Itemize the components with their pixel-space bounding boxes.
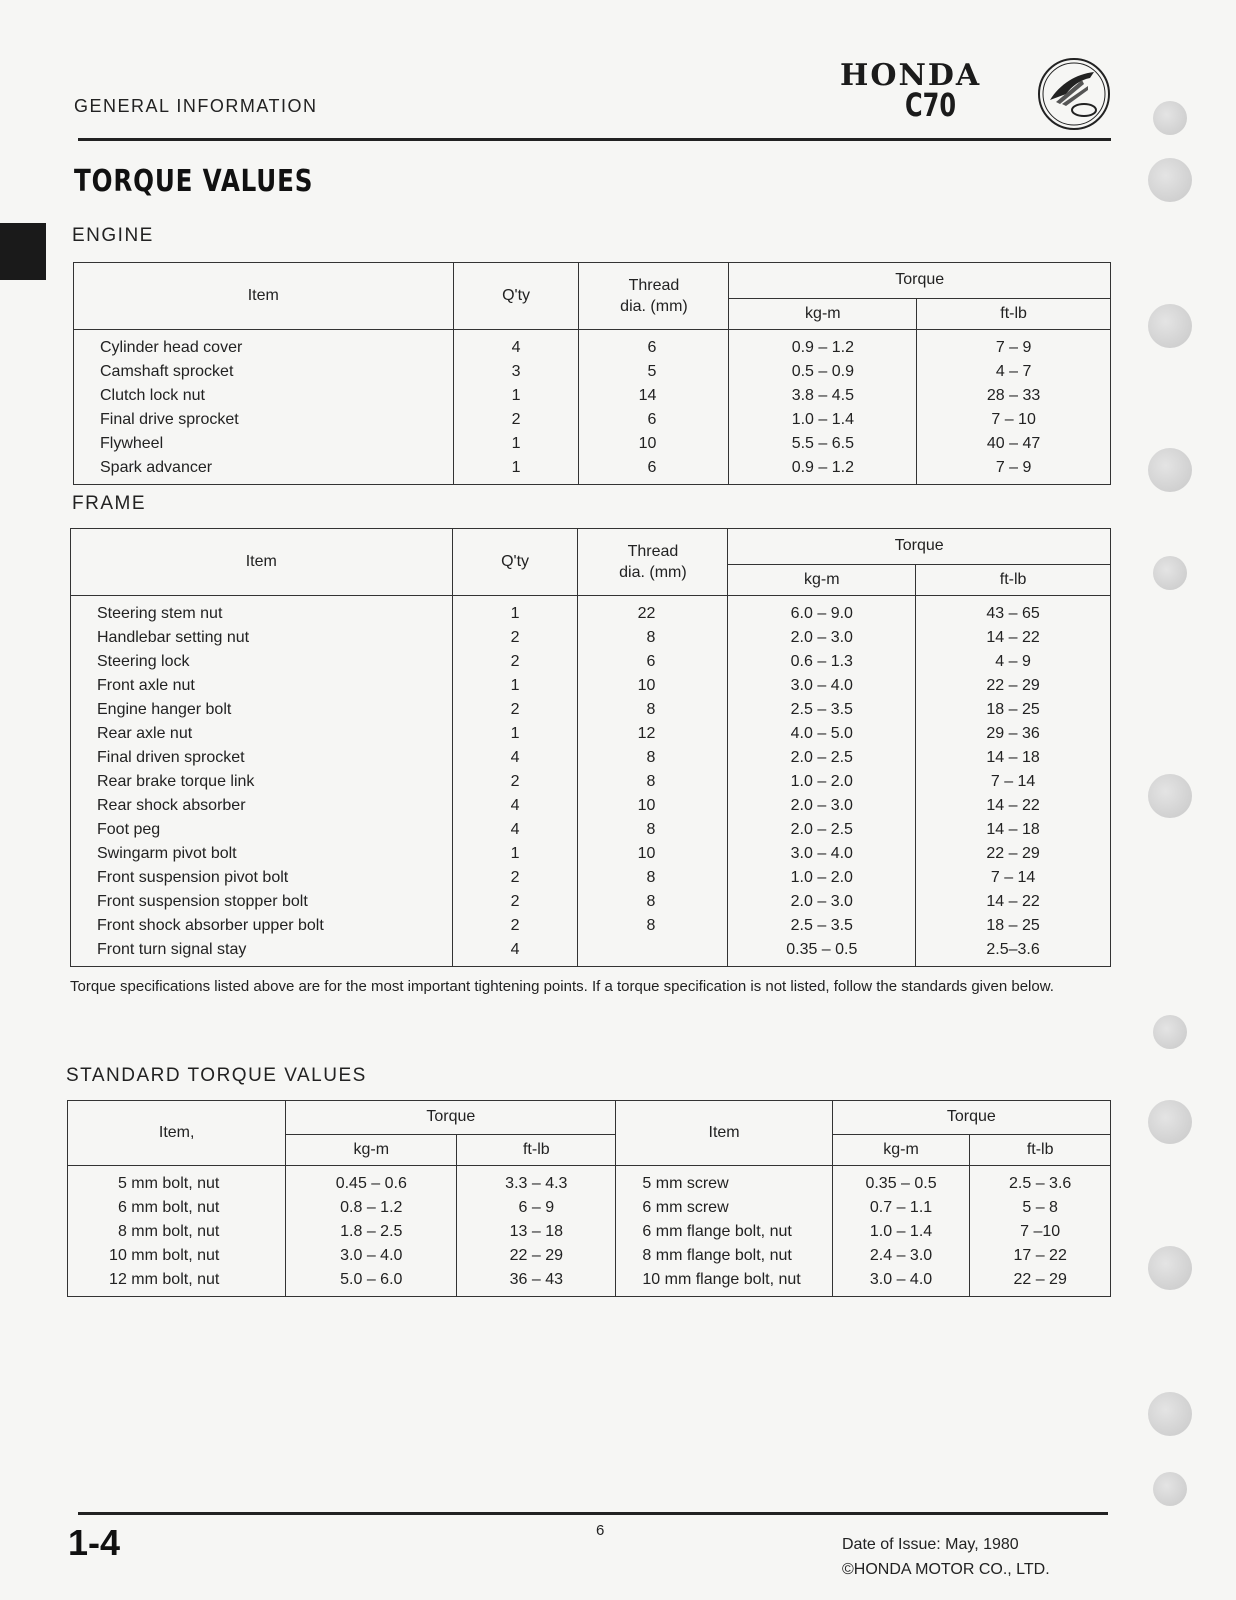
table-row: [71, 890, 1111, 914]
cell-thread: 12: [578, 722, 728, 746]
standard-heading: STANDARD TORQUE VALUES: [66, 1065, 367, 1086]
binder-hole-10: [1148, 1392, 1192, 1436]
binder-hole-11: [1153, 1472, 1187, 1506]
col-torque: Torque: [729, 263, 1111, 299]
cell-item: Steering stem nut: [71, 596, 453, 627]
cell-ftlb: 17 – 22: [970, 1244, 1111, 1268]
cell-ftlb: 6 – 9: [457, 1196, 616, 1220]
cell-item: 12 mm bolt, nut: [68, 1268, 286, 1297]
cell-qty: 1: [452, 674, 578, 698]
cell-qty: 1: [452, 596, 578, 627]
cell-kgm: 3.0 – 4.0: [728, 842, 916, 866]
cell-kgm: 2.5 – 3.5: [728, 698, 916, 722]
cell-item: 6 mm bolt, nut: [68, 1196, 286, 1220]
cell-ftlb: 22 – 29: [970, 1268, 1111, 1297]
binder-hole-2: [1148, 158, 1192, 202]
cell-thread: 6: [578, 650, 728, 674]
cell-kgm: 1.0 – 2.0: [728, 866, 916, 890]
cell-thread: 6: [579, 330, 729, 361]
cell-kgm: 2.0 – 3.0: [728, 626, 916, 650]
table-row: [74, 456, 1111, 485]
col-ftlb: ft-lb: [916, 564, 1111, 595]
cell-kgm: 0.35 – 0.5: [728, 938, 916, 967]
cell-qty: 2: [452, 698, 578, 722]
cell-kgm: 1.0 – 2.0: [728, 770, 916, 794]
cell-kgm: 0.6 – 1.3: [728, 650, 916, 674]
cell-item: Engine hanger bolt: [71, 698, 453, 722]
model-name: C70: [905, 86, 957, 124]
cell-thread: 8: [578, 890, 728, 914]
col-qty: Q'ty: [453, 263, 579, 330]
col-ftlb-right: ft-lb: [970, 1134, 1111, 1165]
cell-qty: 1: [452, 842, 578, 866]
table-row: [71, 674, 1111, 698]
cell-kgm: 5.0 – 6.0: [286, 1268, 457, 1297]
cell-qty: 4: [452, 746, 578, 770]
cell-item: 8 mm bolt, nut: [68, 1220, 286, 1244]
footer-rule: [78, 1512, 1108, 1515]
cell-item: 8 mm flange bolt, nut: [616, 1244, 832, 1268]
cell-thread: 8: [578, 770, 728, 794]
col-kgm-left: kg-m: [286, 1134, 457, 1165]
cell-item: Handlebar setting nut: [71, 626, 453, 650]
cell-thread: 10: [579, 432, 729, 456]
cell-kgm: 4.0 – 5.0: [728, 722, 916, 746]
col-thread: Thread dia. (mm): [578, 529, 728, 596]
brand-name: HONDA: [840, 58, 982, 93]
cell-ftlb: 36 – 43: [457, 1268, 616, 1297]
cell-item: Front shock absorber upper bolt: [71, 914, 453, 938]
cell-item: Final driven sprocket: [71, 746, 453, 770]
frame-torque-table: [70, 528, 1111, 967]
cell-kgm: 0.5 – 0.9: [729, 360, 917, 384]
cell-qty: 2: [452, 650, 578, 674]
cell-item: Front turn signal stay: [71, 938, 453, 967]
table-row: [74, 360, 1111, 384]
table-row: [74, 432, 1111, 456]
cell-item: Flywheel: [74, 432, 454, 456]
issue-date: Date of Issue: May, 1980: [842, 1536, 1019, 1553]
cell-qty: 1: [453, 456, 579, 485]
cell-item: Front axle nut: [71, 674, 453, 698]
cell-item: Front suspension stopper bolt: [71, 890, 453, 914]
cell-item: 5 mm bolt, nut: [68, 1166, 286, 1197]
col-kgm: kg-m: [729, 298, 917, 329]
cell-qty: 4: [452, 938, 578, 967]
issue-info: [842, 1532, 1050, 1582]
cell-ftlb: 14 – 18: [916, 818, 1111, 842]
cell-qty: 2: [452, 914, 578, 938]
table-row: [71, 866, 1111, 890]
cell-kgm: 3.0 – 4.0: [832, 1268, 970, 1297]
cell-qty: 3: [453, 360, 579, 384]
cell-qty: 2: [452, 890, 578, 914]
cell-thread: 5: [579, 360, 729, 384]
col-item-left: Item,: [68, 1101, 286, 1166]
cell-thread: [578, 938, 728, 967]
col-torque: Torque: [728, 529, 1111, 565]
binder-hole-6: [1148, 774, 1192, 818]
cell-qty: 4: [453, 330, 579, 361]
page-title: TORQUE VALUES: [74, 164, 314, 199]
binder-hole-4: [1148, 448, 1192, 492]
cell-ftlb: 18 – 25: [916, 914, 1111, 938]
cell-ftlb: 7 – 10: [917, 408, 1111, 432]
cell-kgm: 1.0 – 1.4: [729, 408, 917, 432]
cell-ftlb: 7 – 14: [916, 770, 1111, 794]
cell-thread: 14: [579, 384, 729, 408]
table-row: [68, 1244, 1111, 1268]
cell-item: Camshaft sprocket: [74, 360, 454, 384]
col-torque-right: Torque: [832, 1101, 1110, 1135]
table-row: [71, 914, 1111, 938]
cell-kgm: 3.0 – 4.0: [728, 674, 916, 698]
cell-ftlb: 40 – 47: [917, 432, 1111, 456]
cell-qty: 2: [452, 626, 578, 650]
cell-thread: 6: [579, 456, 729, 485]
col-torque-left: Torque: [286, 1101, 616, 1135]
binder-hole-1: [1153, 101, 1187, 135]
cell-kgm: 3.8 – 4.5: [729, 384, 917, 408]
binder-hole-7: [1153, 1015, 1187, 1049]
cell-qty: 1: [453, 432, 579, 456]
cell-ftlb: 14 – 22: [916, 890, 1111, 914]
section-heading: GENERAL INFORMATION: [74, 96, 318, 116]
cell-kgm: 0.8 – 1.2: [286, 1196, 457, 1220]
col-thread: Thread dia. (mm): [579, 263, 729, 330]
cell-kgm: 2.0 – 3.0: [728, 890, 916, 914]
cell-ftlb: 7 – 9: [917, 456, 1111, 485]
cell-ftlb: 7 –10: [970, 1220, 1111, 1244]
table-row: [71, 770, 1111, 794]
cell-ftlb: 4 – 9: [916, 650, 1111, 674]
cell-thread: 8: [578, 866, 728, 890]
cell-thread: 8: [578, 746, 728, 770]
cell-ftlb: 22 – 29: [457, 1244, 616, 1268]
col-kgm-right: kg-m: [832, 1134, 970, 1165]
cell-kgm: 3.0 – 4.0: [286, 1244, 457, 1268]
table-row: [68, 1268, 1111, 1297]
cell-kgm: 2.5 – 3.5: [728, 914, 916, 938]
cell-ftlb: 18 – 25: [916, 698, 1111, 722]
table-row: [74, 408, 1111, 432]
cell-thread: 8: [578, 914, 728, 938]
cell-ftlb: 28 – 33: [917, 384, 1111, 408]
engine-heading: ENGINE: [72, 225, 154, 246]
cell-kgm: 2.0 – 2.5: [728, 818, 916, 842]
table-row: [71, 626, 1111, 650]
cell-thread: 10: [578, 794, 728, 818]
table-row: [71, 722, 1111, 746]
cell-ftlb: 43 – 65: [916, 596, 1111, 627]
cell-thread: 10: [578, 842, 728, 866]
torque-note: Torque specifications listed above are for the most important tightening points. If a torque specification is not listed, follow the standards given below.: [70, 978, 1054, 995]
table-row: [68, 1196, 1111, 1220]
table-row: [71, 650, 1111, 674]
col-item-right: Item: [616, 1101, 832, 1166]
cell-qty: 2: [452, 770, 578, 794]
cell-thread: 8: [578, 698, 728, 722]
cell-kgm: 0.45 – 0.6: [286, 1166, 457, 1197]
cell-item: 5 mm screw: [616, 1166, 832, 1197]
cell-ftlb: 4 – 7: [917, 360, 1111, 384]
copyright: ©HONDA MOTOR CO., LTD.: [842, 1561, 1050, 1578]
section-tab-marker: [0, 223, 46, 280]
center-number: 6: [596, 1522, 605, 1539]
cell-kgm: 2.0 – 3.0: [728, 794, 916, 818]
table-row: [74, 330, 1111, 361]
cell-item: 10 mm bolt, nut: [68, 1244, 286, 1268]
cell-kgm: 2.4 – 3.0: [832, 1244, 970, 1268]
cell-qty: 2: [453, 408, 579, 432]
cell-item: 10 mm flange bolt, nut: [616, 1268, 832, 1297]
cell-item: 6 mm flange bolt, nut: [616, 1220, 832, 1244]
cell-thread: 8: [578, 626, 728, 650]
cell-item: Spark advancer: [74, 456, 454, 485]
col-ftlb-left: ft-lb: [457, 1134, 616, 1165]
page-number: 1-4: [68, 1522, 121, 1563]
table-row: [68, 1220, 1111, 1244]
cell-ftlb: 22 – 29: [916, 674, 1111, 698]
cell-ftlb: 7 – 9: [917, 330, 1111, 361]
frame-heading: FRAME: [72, 493, 146, 514]
cell-kgm: 1.0 – 1.4: [832, 1220, 970, 1244]
cell-ftlb: 14 – 18: [916, 746, 1111, 770]
binder-hole-5: [1153, 556, 1187, 590]
cell-item: Steering lock: [71, 650, 453, 674]
cell-qty: 1: [452, 722, 578, 746]
cell-item: Rear shock absorber: [71, 794, 453, 818]
cell-item: Front suspension pivot bolt: [71, 866, 453, 890]
col-ftlb: ft-lb: [917, 298, 1111, 329]
cell-item: 6 mm screw: [616, 1196, 832, 1220]
col-kgm: kg-m: [728, 564, 916, 595]
cell-ftlb: 5 – 8: [970, 1196, 1111, 1220]
table-row: [71, 698, 1111, 722]
cell-kgm: 0.7 – 1.1: [832, 1196, 970, 1220]
header-rule: [78, 138, 1111, 141]
cell-ftlb: 2.5–3.6: [916, 938, 1111, 967]
binder-hole-8: [1148, 1100, 1192, 1144]
engine-torque-table: [73, 262, 1111, 485]
cell-ftlb: 3.3 – 4.3: [457, 1166, 616, 1197]
cell-ftlb: 14 – 22: [916, 626, 1111, 650]
table-row: [71, 818, 1111, 842]
binder-hole-9: [1148, 1246, 1192, 1290]
col-item: Item: [71, 529, 453, 596]
cell-thread: 8: [578, 818, 728, 842]
cell-item: Final drive sprocket: [74, 408, 454, 432]
table-row: [74, 384, 1111, 408]
table-row: [68, 1166, 1111, 1197]
cell-kgm: 2.0 – 2.5: [728, 746, 916, 770]
cell-qty: 2: [452, 866, 578, 890]
binder-hole-3: [1148, 304, 1192, 348]
cell-ftlb: 29 – 36: [916, 722, 1111, 746]
cell-thread: 6: [579, 408, 729, 432]
cell-ftlb: 14 – 22: [916, 794, 1111, 818]
cell-kgm: 0.9 – 1.2: [729, 330, 917, 361]
cell-thread: 22: [578, 596, 728, 627]
cell-ftlb: 2.5 – 3.6: [970, 1166, 1111, 1197]
cell-qty: 4: [452, 794, 578, 818]
table-row: [71, 938, 1111, 967]
col-qty: Q'ty: [452, 529, 578, 596]
cell-ftlb: 22 – 29: [916, 842, 1111, 866]
cell-item: Swingarm pivot bolt: [71, 842, 453, 866]
cell-kgm: 6.0 – 9.0: [728, 596, 916, 627]
table-row: [71, 596, 1111, 627]
cell-qty: 1: [453, 384, 579, 408]
honda-wing-logo-icon: [1036, 56, 1112, 132]
standard-torque-table: [67, 1100, 1111, 1297]
cell-kgm: 0.9 – 1.2: [729, 456, 917, 485]
cell-kgm: 1.8 – 2.5: [286, 1220, 457, 1244]
table-row: [71, 794, 1111, 818]
cell-qty: 4: [452, 818, 578, 842]
table-row: [71, 746, 1111, 770]
cell-item: Clutch lock nut: [74, 384, 454, 408]
cell-ftlb: 13 – 18: [457, 1220, 616, 1244]
col-item: Item: [74, 263, 454, 330]
cell-kgm: 5.5 – 6.5: [729, 432, 917, 456]
cell-item: Rear axle nut: [71, 722, 453, 746]
cell-ftlb: 7 – 14: [916, 866, 1111, 890]
cell-thread: 10: [578, 674, 728, 698]
cell-kgm: 0.35 – 0.5: [832, 1166, 970, 1197]
cell-item: Cylinder head cover: [74, 330, 454, 361]
table-row: [71, 842, 1111, 866]
cell-item: Rear brake torque link: [71, 770, 453, 794]
cell-item: Foot peg: [71, 818, 453, 842]
